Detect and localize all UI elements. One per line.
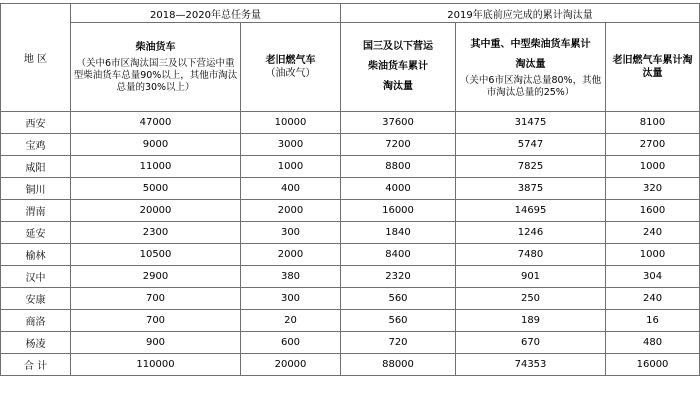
cell-region: 咸阳 [1, 156, 71, 178]
cell-diesel: 10500 [71, 244, 241, 266]
table-row [1, 112, 700, 134]
table-row [1, 200, 700, 222]
cell-gas: 10000 [241, 112, 341, 134]
group-header-2018-2020: 2018—2020年总任务量 [71, 4, 341, 23]
cell-nat3: 8800 [341, 156, 456, 178]
cell-medheavy: 14695 [456, 200, 606, 222]
cell-diesel: 5000 [71, 178, 241, 200]
table-row [1, 156, 700, 178]
cell-medheavy: 7825 [456, 156, 606, 178]
cell-gas-cum: 240 [606, 222, 700, 244]
cell-gas: 400 [241, 178, 341, 200]
cell-gas-cum: 16 [606, 310, 700, 332]
cell-gas: 300 [241, 288, 341, 310]
table-row [1, 266, 700, 288]
cell-diesel: 20000 [71, 200, 241, 222]
cell-gas: 1000 [241, 156, 341, 178]
cell-region: 安康 [1, 288, 71, 310]
table-row-total [1, 354, 700, 376]
medheavy-note: （关中6市区淘汰总量80%，其他市淘汰总量的25%） [459, 75, 602, 98]
header-row-subcolumns [1, 23, 700, 112]
cell-region: 铜川 [1, 178, 71, 200]
header-row-groups [1, 4, 700, 23]
cell-gas-cum: 1600 [606, 200, 700, 222]
cell-gas-cum: 480 [606, 332, 700, 354]
cell-nat3: 560 [341, 310, 456, 332]
cell-diesel: 110000 [71, 354, 241, 376]
national3-line2: 柴油货车累计 [368, 61, 428, 72]
gas-cumulative-header [606, 23, 700, 112]
cell-gas: 600 [241, 332, 341, 354]
diesel-truck-title: 柴油货车 [135, 41, 176, 53]
cell-nat3: 8400 [341, 244, 456, 266]
cell-gas-cum: 1000 [606, 156, 700, 178]
national3-cumulative-header [341, 23, 456, 112]
cell-region: 榆林 [1, 244, 71, 266]
cell-region: 延安 [1, 222, 71, 244]
cell-gas: 20000 [241, 354, 341, 376]
medheavy-line1: 其中重、中型柴油货车累计 [470, 39, 591, 50]
cell-diesel: 2900 [71, 266, 241, 288]
cell-diesel: 9000 [71, 134, 241, 156]
cell-medheavy: 901 [456, 266, 606, 288]
cell-region: 合 计 [1, 354, 71, 376]
cell-gas-cum: 1000 [606, 244, 700, 266]
cell-region: 西安 [1, 112, 71, 134]
cell-region: 汉中 [1, 266, 71, 288]
cell-gas-cum: 320 [606, 178, 700, 200]
gas-car-title: 老旧燃气车 [265, 55, 316, 66]
cell-medheavy: 74353 [456, 354, 606, 376]
cell-diesel: 47000 [71, 112, 241, 134]
cell-gas-cum: 240 [606, 288, 700, 310]
gas-car-header [241, 23, 341, 112]
table-row [1, 244, 700, 266]
cell-region: 商洛 [1, 310, 71, 332]
cell-medheavy: 670 [456, 332, 606, 354]
cell-gas: 2000 [241, 200, 341, 222]
cell-gas: 2000 [241, 244, 341, 266]
cell-medheavy: 1246 [456, 222, 606, 244]
gas-car-note: （油改气） [265, 68, 316, 79]
medheavy-line2: 淘汰量 [515, 59, 546, 70]
cell-medheavy: 31475 [456, 112, 606, 134]
region-header: 地 区 [1, 4, 71, 112]
cell-diesel: 2300 [71, 222, 241, 244]
cell-gas-cum: 304 [606, 266, 700, 288]
table-row [1, 288, 700, 310]
gas-cumulative-line2: 汰量 [642, 68, 663, 79]
cell-nat3: 88000 [341, 354, 456, 376]
cell-nat3: 560 [341, 288, 456, 310]
table-body [1, 112, 700, 376]
retirement-task-table [0, 3, 700, 376]
cell-medheavy: 7480 [456, 244, 606, 266]
group-header-2019-end: 2019年底前应完成的累计淘汰量 [341, 4, 700, 23]
cell-diesel: 700 [71, 288, 241, 310]
cell-medheavy: 5747 [456, 134, 606, 156]
cell-nat3: 1840 [341, 222, 456, 244]
table-row [1, 310, 700, 332]
cell-nat3: 37600 [341, 112, 456, 134]
national3-line3: 淘汰量 [383, 81, 413, 92]
cell-nat3: 4000 [341, 178, 456, 200]
cell-diesel: 700 [71, 310, 241, 332]
cell-gas: 3000 [241, 134, 341, 156]
cell-medheavy: 189 [456, 310, 606, 332]
cell-nat3: 16000 [341, 200, 456, 222]
gas-cumulative-line1: 老旧燃气车累计淘 [612, 55, 693, 66]
cell-medheavy: 250 [456, 288, 606, 310]
cell-gas-cum: 16000 [606, 354, 700, 376]
cell-gas-cum: 8100 [606, 112, 700, 134]
cell-medheavy: 3875 [456, 178, 606, 200]
cell-gas: 300 [241, 222, 341, 244]
cell-gas-cum: 2700 [606, 134, 700, 156]
cell-gas: 380 [241, 266, 341, 288]
table-row [1, 178, 700, 200]
table-row [1, 222, 700, 244]
medheavy-cumulative-header [456, 23, 606, 112]
cell-region: 宝鸡 [1, 134, 71, 156]
table-row [1, 134, 700, 156]
cell-region: 渭南 [1, 200, 71, 222]
table-row [1, 332, 700, 354]
cell-diesel: 11000 [71, 156, 241, 178]
cell-nat3: 720 [341, 332, 456, 354]
cell-nat3: 2320 [341, 266, 456, 288]
diesel-truck-note: （关中6市区淘汰国三及以下营运中重型柴油货车总量90%以上，其他市淘汰总量的30%以上） [73, 57, 238, 93]
cell-diesel: 900 [71, 332, 241, 354]
cell-gas: 20 [241, 310, 341, 332]
cell-nat3: 7200 [341, 134, 456, 156]
national3-line1: 国三及以下营运 [363, 41, 433, 52]
diesel-truck-header [71, 23, 241, 112]
cell-region: 杨凌 [1, 332, 71, 354]
